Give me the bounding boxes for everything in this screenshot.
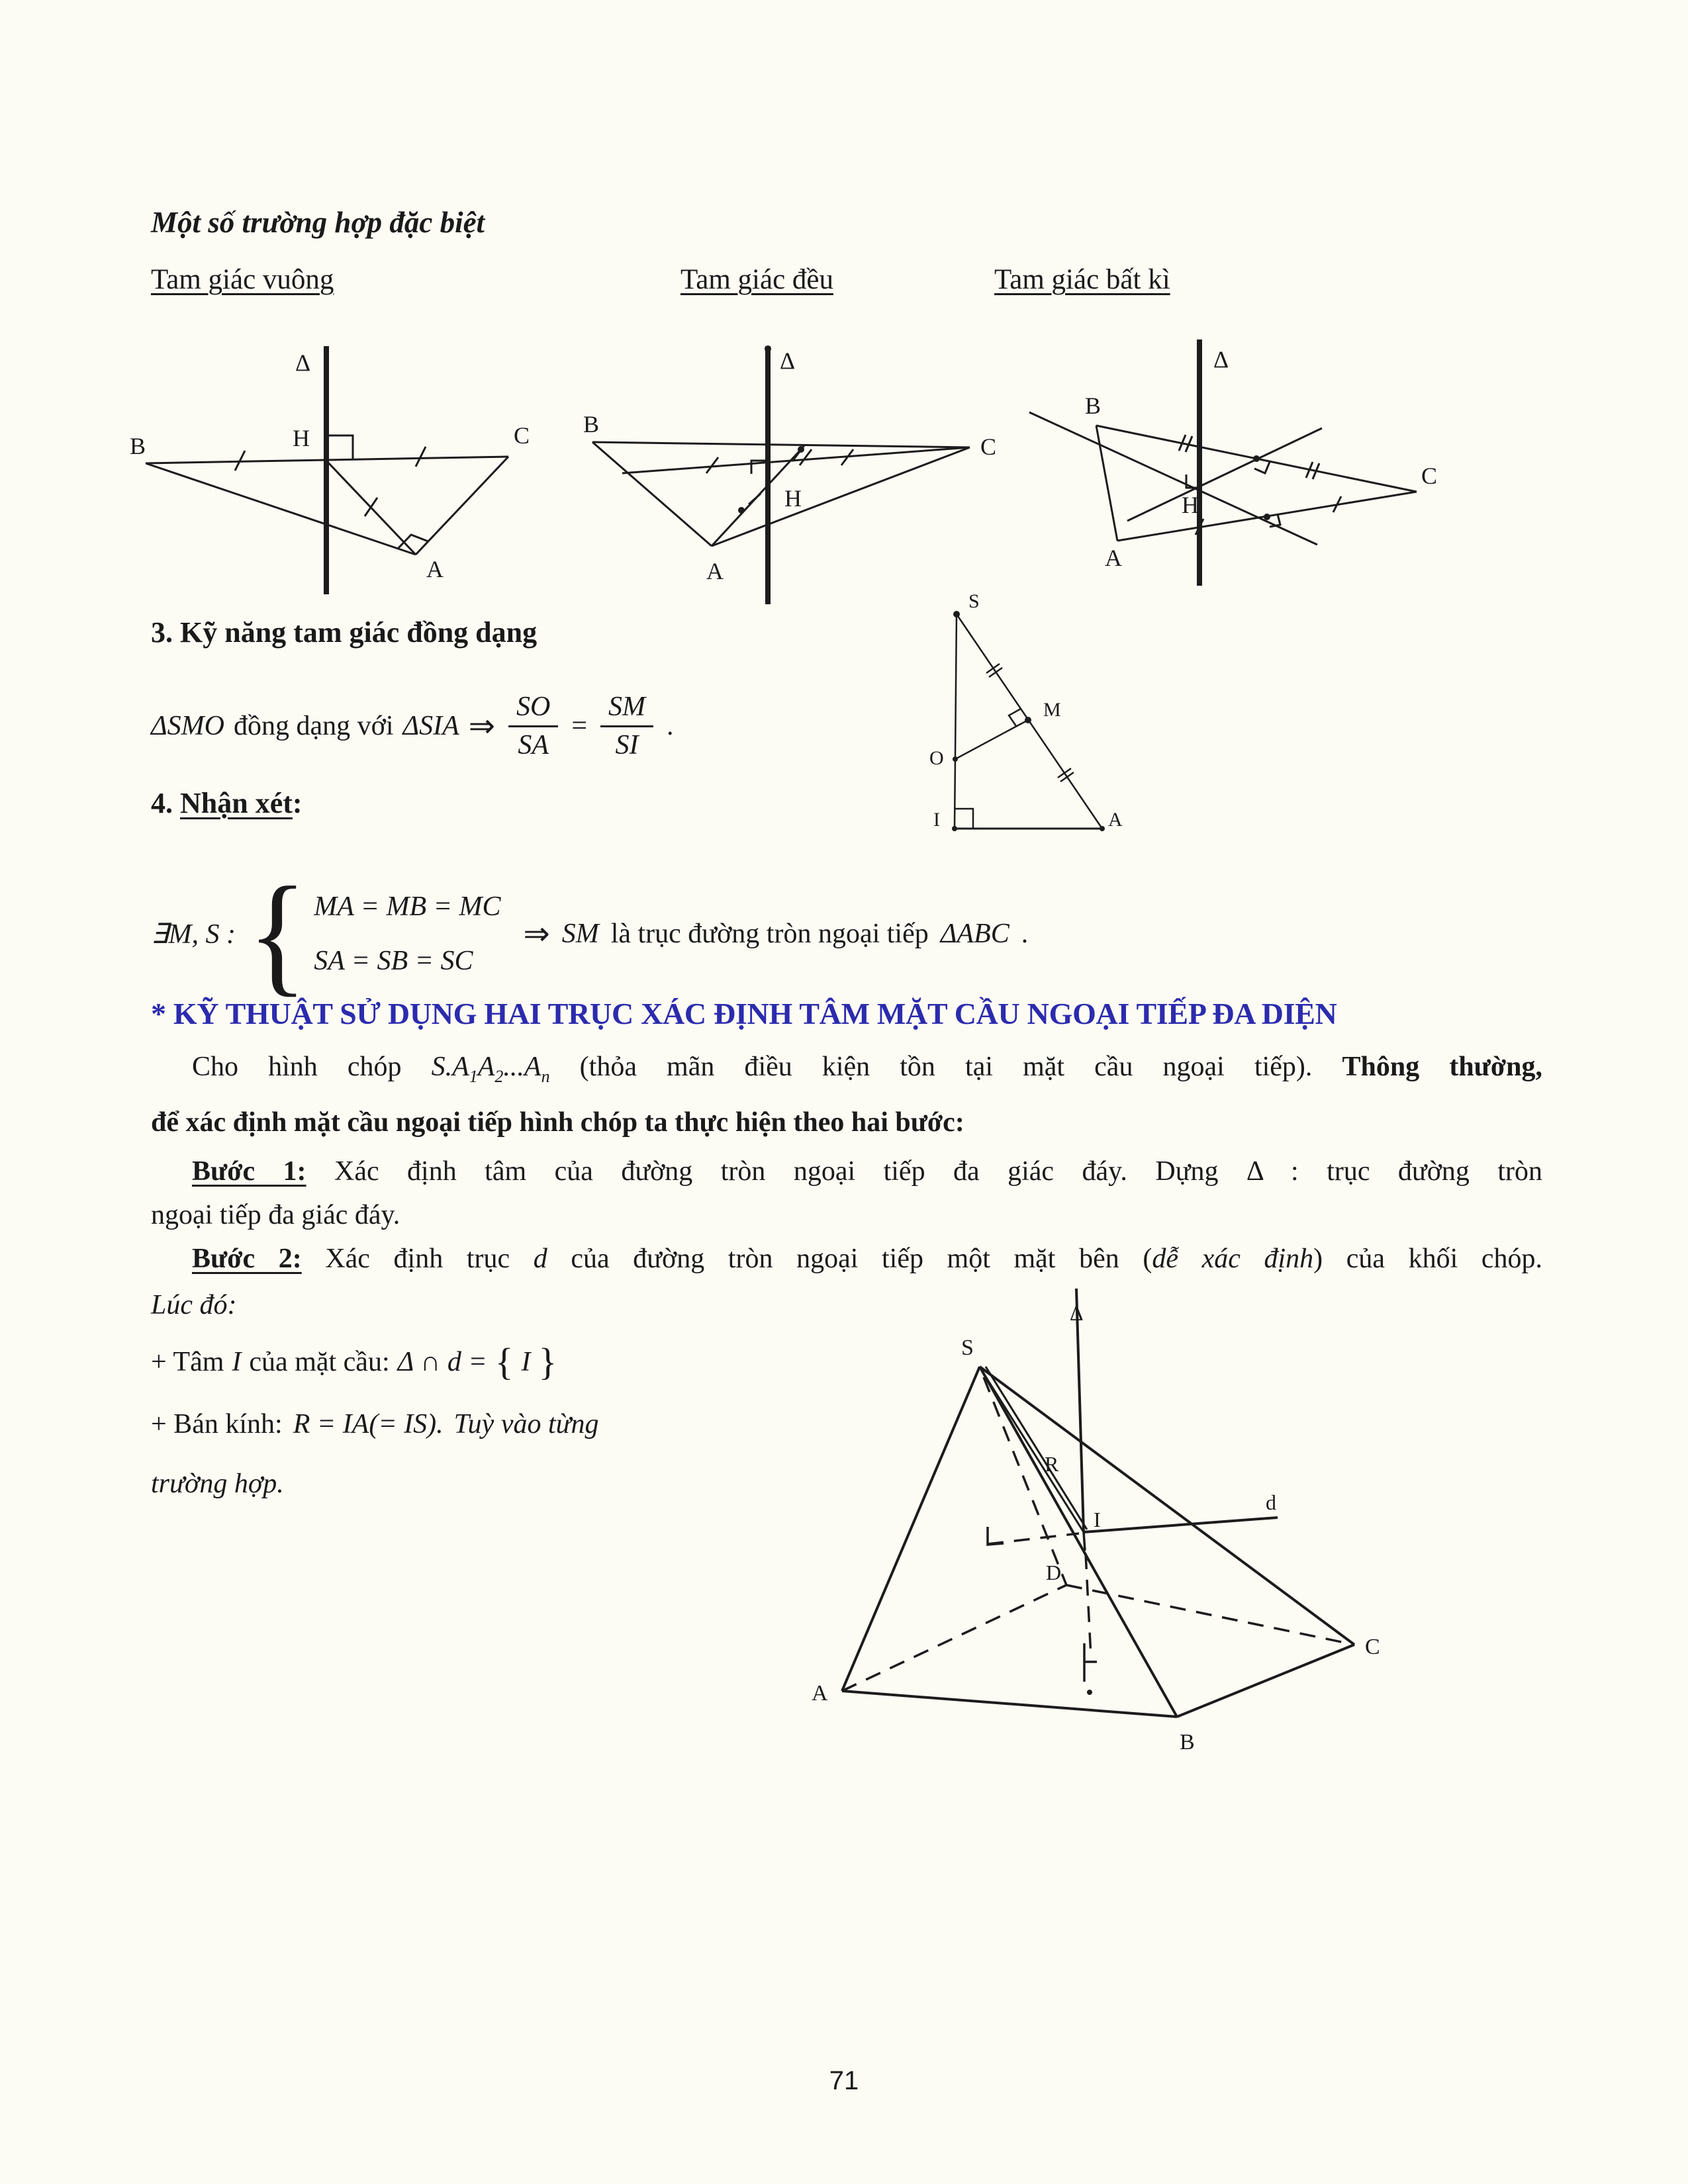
technique-intro-line1: Cho hình chóp $S.A_1A_2...A_n$ (thỏa mãn điều kiện tồn tại mặt cầu ngoại tiếp). Thông thường, [192,1052,1543,1086]
diagram-similar-triangles [894,569,1132,855]
right-angle-at-I [955,809,973,829]
cases-group [248,858,501,1009]
period: . [1021,919,1029,949]
label-delta: Δ [780,347,796,374]
label-A: A [1105,545,1122,571]
technique-blue-heading: * KỸ THUẬT SỬ DỤNG HAI TRỤC XÁC ĐỊNH TÂM MẶT CẦU NGOẠI TIẾP ĐA DIỆN [151,997,1337,1030]
section3-formula [151,676,674,776]
axis-d: d [533,1244,547,1274]
section4-formula [151,858,1029,1009]
curly-brace: { [248,858,308,1009]
label-S: S [968,590,980,612]
diagram-pyramid-two-axes [788,1254,1397,1770]
case-sa: SA = SB = SC [314,945,473,976]
center-formula: Δ ∩ d = [397,1347,487,1377]
pyramid-notation: $S.A_1A_2...A_n$ [431,1052,550,1086]
page-number: 71 [829,2066,859,2095]
section3-heading: 3. Kỹ năng tam giác đồng dạng [151,616,538,649]
label-C: C [514,422,530,449]
step2-line: Bước 2: Xác định trục d của đường tròn ngoại tiếp một mặt bên (dễ xác định) của khối chóp. [192,1244,1543,1274]
label-H: H [1182,492,1199,518]
label-B: B [130,433,146,459]
intro-title: Một số trường hợp đặc biệt [151,206,485,239]
case-ma: MA = MB = MC [314,891,501,922]
label-A: A [1108,809,1123,831]
period: . [667,711,674,741]
radius-line: + Bán kính: R = IA(= IS). Tuỳ vào từng [151,1409,599,1439]
label-D: D [1046,1561,1062,1584]
delta-symbol: Δ : [1246,1156,1299,1187]
step2-label: Bước 2: [192,1244,302,1274]
triangle-abc: ΔABC [940,919,1009,949]
step1-line1: Bước 1: Xác định tâm của đường tròn ngoại tiếp đa giác đáy. Dựng Δ : trục đường tròn [192,1156,1543,1187]
section4-heading: 4. Nhận xét: [151,787,303,819]
axis-d-line [1084,1518,1278,1532]
radius-tail: Tuỳ vào từng [453,1409,599,1439]
right-angle-mark [326,435,353,459]
truong-hop: trường hợp. [151,1469,284,1499]
implies-arrow: ⇒ [523,917,550,952]
em-de-xac-dinh: dễ xác định [1152,1244,1314,1274]
label-delta: Δ [295,349,311,376]
label-A: A [426,556,444,582]
step1-label: Bước 1: [192,1156,306,1187]
label-C: C [1365,1635,1380,1659]
label-d: d [1266,1490,1276,1514]
label-S: S [961,1336,974,1360]
label-C: C [1421,463,1438,489]
fraction-so-sa: $\frac{SO}{SA}$ [508,692,558,759]
header-arbitrary: Tam giác bất kì [994,264,1170,295]
diagram-arbitrary-triangle [1023,308,1479,612]
technique-intro-line2: để xác định mặt cầu ngoại tiếp hình chóp ta thực hiện theo hai bước: [151,1107,964,1138]
header-right-triangle: Tam giác vuông [151,264,334,295]
label-R: R [1045,1452,1059,1476]
label-M: M [1043,699,1061,721]
label-B: B [1180,1730,1195,1754]
luc-do: Lúc đó: [151,1290,237,1320]
conclusion-text: là trục đường tròn ngoại tiếp [610,919,929,949]
axis-delta-line [1076,1289,1084,1532]
label-O: O [929,747,944,769]
triangle-smo: ΔSMO [151,711,224,741]
label-A: A [812,1681,828,1706]
sm-segment: SM [561,919,599,949]
similar-text: đồng dạng với [233,711,394,741]
right-angle-mark-bc [1254,462,1270,473]
exists-m-s: ∃M, S : [151,919,236,950]
center-I: I [232,1347,242,1377]
label-C: C [980,433,997,460]
implies-arrow: ⇒ [468,709,496,744]
label-B: B [1085,392,1102,419]
radius-formula: R = IA(= IS). [293,1409,444,1439]
center-line: + Tâm I của mặt cầu: Δ ∩ d = { I } [151,1340,557,1383]
label-I: I [933,809,940,831]
label-H: H [784,485,802,512]
label-H: H [293,425,310,451]
label-B: B [583,411,600,437]
label-A: A [706,558,724,584]
set-I: I [521,1347,531,1377]
bold-tail: Thông thường, [1342,1052,1543,1082]
label-delta: Δ [1070,1301,1084,1325]
step1-line2: ngoại tiếp đa giác đáy. [151,1200,400,1230]
diagram-right-triangle [99,310,563,621]
equals-sign: = [571,711,588,741]
fraction-sm-si: $\frac{SM}{SI}$ [600,692,653,759]
header-equilateral: Tam giác đều [680,264,833,295]
label-delta: Δ [1213,346,1229,373]
section4-heading-underlined: Nhận xét [180,787,293,819]
right-angle-at-M [1009,709,1021,726]
triangle-sia: ΔSIA [402,711,459,741]
label-I: I [1094,1508,1101,1531]
